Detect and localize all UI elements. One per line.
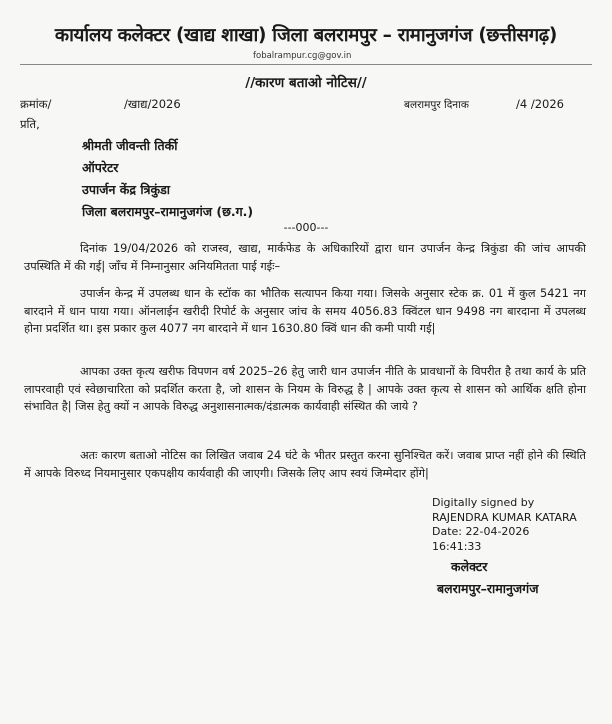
paragraph-violation <box>24 363 586 416</box>
addressee-centre: उपार्जन केंद्र त्रिकुंडा <box>82 182 171 197</box>
signatory-office: बलरामपुर–रामानुजगंज <box>437 581 539 596</box>
issue-date: /4 /2026 <box>516 97 564 111</box>
paragraph-findings <box>24 285 586 338</box>
addressee-district: जिला बलरामपुर–रामानुजगंज (छ.ग.) <box>82 204 254 219</box>
signature-time: 16:41:33 <box>432 539 482 553</box>
place-date-label: बलरामपुर दिनाक <box>404 99 469 111</box>
section-separator: ---000--- <box>283 221 329 234</box>
signatory-title: कलेक्टर <box>451 559 488 574</box>
addressee-name: श्रीमती जीवन्ती तिर्की <box>82 138 178 153</box>
digital-signature-block <box>432 496 577 554</box>
paragraph-findings-text: उपार्जन केन्द्र में उपलब्ध धान के स्टॉक का भौतिक सत्यापन किया गया। जिसके अनुसार स्टेक क्र. 01 में कुल 5421 नग बारदाने में धान पाया गया। ऑनलाईन खरीदी रिपोर्ट के अनुसार जांच के समय 4056.83 क्विंटल धान 9498 नग बारदाना में उपलब्ध होना प्रदर्शित था। इस प्रकार कुल 4077 नग बारदाने में धान 1630.80 क्विं धान की कमी पायी गई| <box>24 287 586 335</box>
paragraph-directive <box>24 447 586 482</box>
header-divider <box>20 64 592 65</box>
signer-name: RAJENDRA KUMAR KATARA <box>432 510 577 524</box>
signature-date: Date: 22-04-2026 <box>432 525 530 538</box>
office-email: fobalrampur.cg@gov.in <box>253 51 352 61</box>
reference-number-label: क्रमांक/ <box>20 97 52 111</box>
addressee-designation: ऑपरेटर <box>82 160 119 175</box>
notice-title: //कारण बताओ नोटिस// <box>245 75 367 91</box>
paragraph-violation-text: आपका उक्त कृत्य खरीफ विपणन वर्ष 2025–26 हेतु जारी धान उपार्जन नीति के प्रावधानों के विपरीत है तथा कार्य के प्रति लापरवाही एवं स्वेछाचारिता को प्रदर्शित करता है, जो शासन के नियम के विरुद्ध है | आपके उक्त कृत्य से शासन को आर्थिक क्षति होना संभावित है| जिस हेतु क्यों न आपके विरुद्ध अनुशासनात्मक/दंडात्मक कार्यवाही संस्थित की जाये ? <box>24 365 586 413</box>
to-label: प्रति, <box>20 117 40 131</box>
office-header-title: कार्यालय कलेक्टर (खाद्य शाखा) जिला बलरामपुर – रामानुजगंज (छत्तीसगढ़) <box>54 25 558 46</box>
reference-dept-year: /खाद्य/2026 <box>124 97 181 111</box>
paragraph-inspection-text: दिनांक 19/04/2026 को राजस्व, खाद्य, मार्कफेड के अधिकारियों द्वारा धान उपार्जन केन्द्र त्रिकुंडा की जांच आपकी उपस्थिति में की गई| जाँच में निम्नानुसार अनियमितता पाई गईः– <box>24 242 586 273</box>
paragraph-directive-text: अतः कारण बताओ नोटिस का लिखित जवाब 24 घंटे के भीतर प्रस्तुत करना सुनिश्चित करें। जवाब प्राप्त नहीं होने की स्थिति में आपके विरुध्द नियमानुसार एकपक्षीय कार्यवाही की जाएगी। जिसके लिए आप स्वयं जिम्मेदार होंगे| <box>24 449 586 480</box>
digitally-signed-label: Digitally signed by <box>432 496 535 509</box>
paragraph-inspection <box>24 240 586 275</box>
